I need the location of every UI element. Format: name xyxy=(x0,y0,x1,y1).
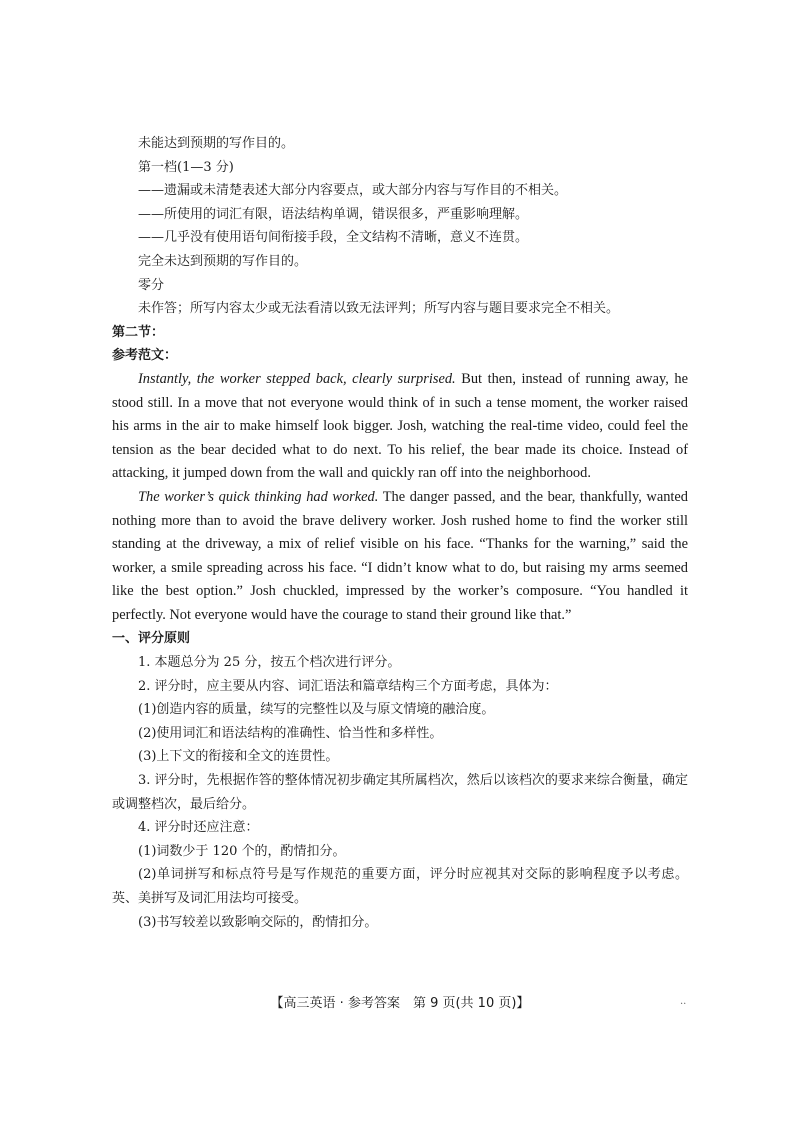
sample-paragraph-1 xyxy=(112,368,688,486)
criteria-line: ——所使用的词汇有限，语法结构单调，错误很多，严重影响理解。 xyxy=(138,206,529,222)
principle-subitem: (2)使用词汇和语法结构的准确性、恰当性和多样性。 xyxy=(138,725,443,741)
principle-subitem: (3)书写较差以致影响交际的，酌情扣分。 xyxy=(138,914,378,930)
page-footer: 【高三英语 · 参考答案 第 9 页(共 10 页)】 xyxy=(270,996,530,1011)
criteria-line: 未作答；所写内容太少或无法看清以致无法评判；所写内容与题目要求完全不相关。 xyxy=(138,301,620,317)
paragraph-body: The danger passed, and the bear, thankfully, wanted nothing more than to avoid the brave delivery worker. Josh rushed home to find the worker still standing at the driveway, a mix of relief visible on his face. “Thanks for the warning,” said the worker, a smile spreading across his face. “I didn’t know what to do, but raising my arms seemed like the best option.” Josh chuckled, impressed by the worker’s composure. “You handled it perfectly. Not everyone would have the courage to stand their ground like that.” xyxy=(112,488,688,623)
text-line: 未能达到预期的写作目的。 xyxy=(138,136,295,151)
paragraph-opening: Instantly, the worker stepped back, clearly surprised. xyxy=(138,370,456,387)
footer-marks: .. xyxy=(680,996,687,1007)
principle-item: 2. 评分时，应主要从内容、词汇语法和篇章结构三个方面考虑，具体为： xyxy=(138,678,558,694)
text-line: 完全未达到预期的写作目的。 xyxy=(138,253,308,269)
page-content xyxy=(112,132,688,934)
principle-subitem: (1)创造内容的质量，续写的完整性以及与原文情境的融洽度。 xyxy=(138,702,495,718)
paragraph-body: But then, instead of running away, he stood still. In a move that not everyone would think of in such a tense moment, the worker raised his arms in the air to make himself look bigger. Josh, watching the real-time video, could feel the tension as the bear decided what to do next. To his relief, the bear made its choice. Instead of attacking, it jumped down from the wall and quickly ran off into the neighborhood. xyxy=(112,370,688,482)
principles-heading: 一、评分原则 xyxy=(112,631,191,647)
paragraph-opening: The worker’s quick thinking had worked. xyxy=(138,488,379,505)
criteria-line: ——几乎没有使用语句间衔接手段，全文结构不清晰，意义不连贯。 xyxy=(138,230,529,246)
criteria-line: ——遗漏或未清楚表述大部分内容要点，或大部分内容与写作目的不相关。 xyxy=(138,183,568,199)
sample-paragraph-2 xyxy=(112,486,688,628)
principle-item: 4. 评分时还应注意： xyxy=(138,820,259,836)
principle-item: 3. 评分时，先根据作答的整体情况初步确定其所属档次，然后以该档次的要求来综合衡量，确定或调整档次，最后给分。 xyxy=(112,773,688,812)
section-heading: 第二节： xyxy=(112,324,165,340)
grade-level-heading: 第一档(1—3 分) xyxy=(138,159,234,175)
principle-item: 1. 本题总分为 25 分，按五个档次进行评分。 xyxy=(138,655,401,671)
grade-level-heading: 零分 xyxy=(138,277,165,293)
principle-subitem: (3)上下文的衔接和全文的连贯性。 xyxy=(138,749,339,765)
sample-heading: 参考范文： xyxy=(112,348,178,364)
principle-subitem: (1)词数少于 120 个的，酌情扣分。 xyxy=(138,843,346,859)
principle-subitem: (2)单词拼写和标点符号是写作规范的重要方面，评分时应视其对交际的影响程度予以考虑。英、美拼写及词汇用法均可接受。 xyxy=(112,867,688,906)
